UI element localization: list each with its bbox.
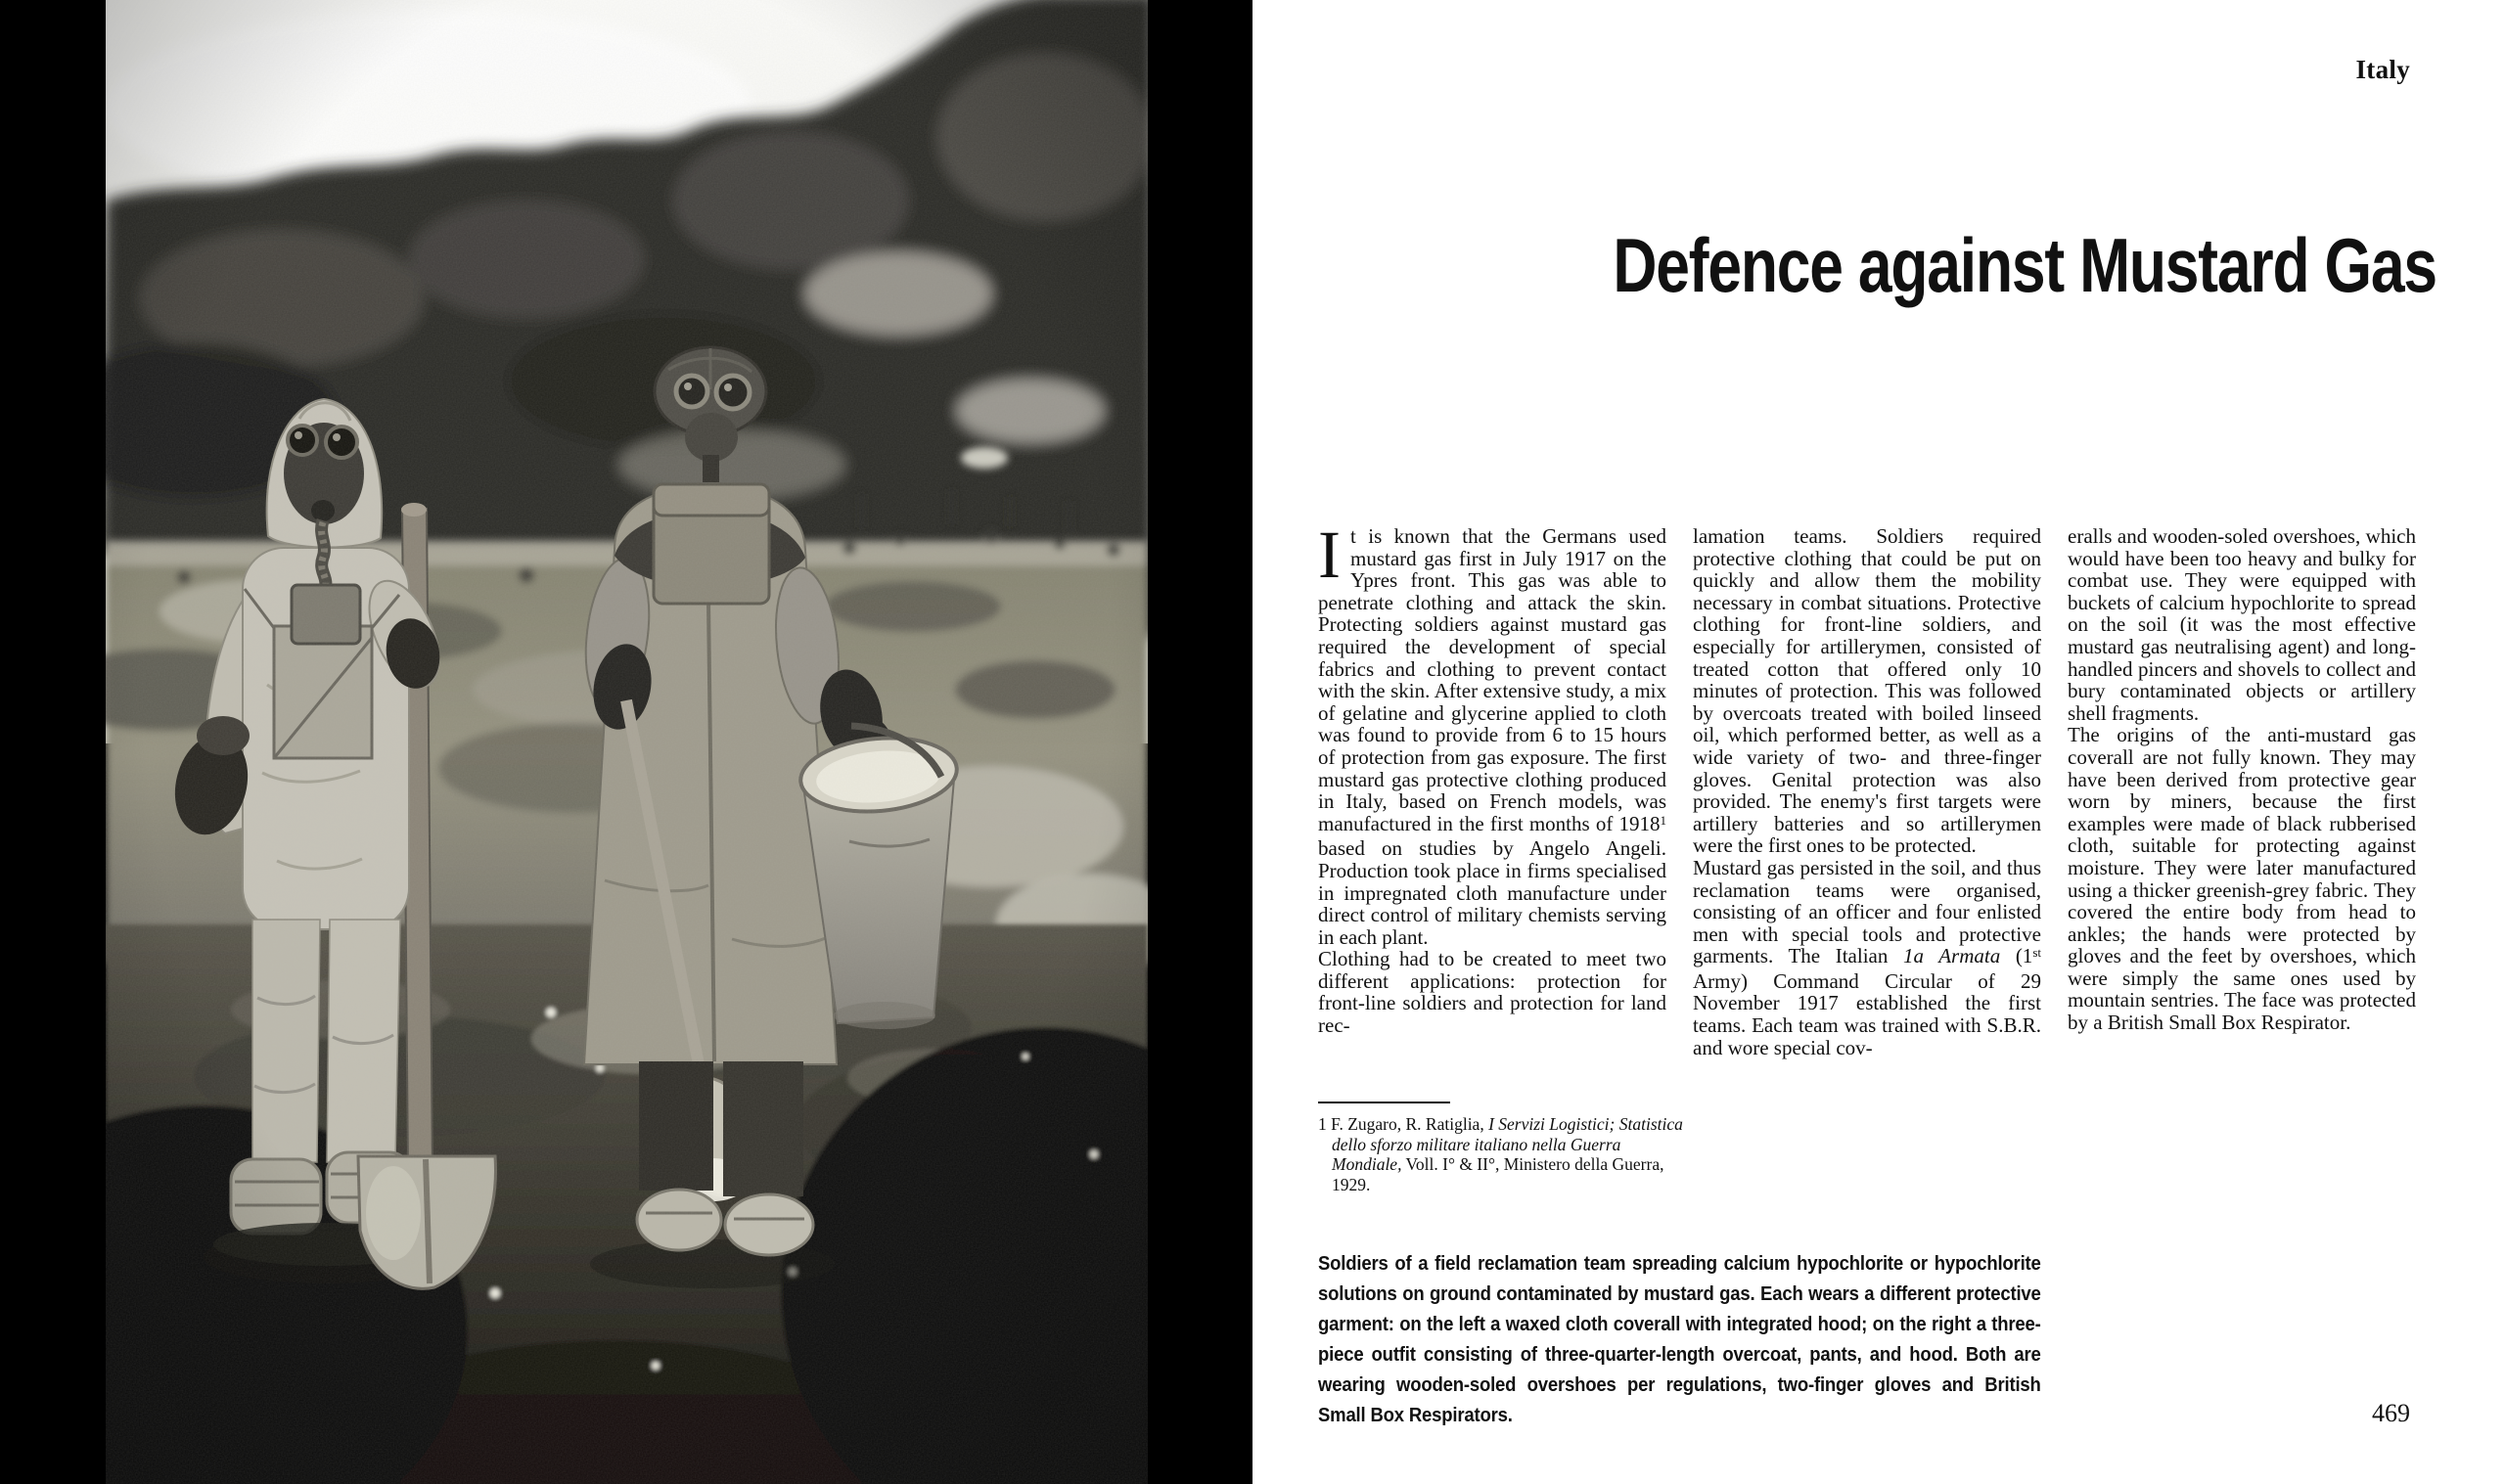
paragraph xyxy=(1693,525,2041,857)
superscript-run: 1 xyxy=(1660,812,1666,828)
text-run: Clothing had to be created to meet two different applications: protection for front-line soldiers and protection for land rec- xyxy=(1318,947,1666,1038)
photo-page xyxy=(0,0,1252,1484)
paragraph xyxy=(1693,857,2041,1058)
text-run: t is known that the Germans used mustard gas first in July 1917 on the Ypres front. This gas was able to penetrate clothing and attack the skin. Protecting soldiers against mustard gas required the development of special fabrics and clothing to prevent contact with the skin. After extensive study, a mix of gelatine and glycerine applied to cloth was found to provide from 6 to 15 hours of protection from gas exposure. The first mustard gas protective clothing produced in Italy, based on French models, was manufactured in the first months of 1918 xyxy=(1318,524,1666,835)
article-title: Defence against Mustard Gas xyxy=(1613,222,2437,308)
footnote-rule xyxy=(1318,1102,1450,1103)
photo-caption: Soldiers of a field reclamation team spreading calcium hypochlorite or hypochlorite solutions on ground contaminated by mustard gas. Each wears a different protective garment: on the left a waxed cloth coverall with integrated hood; on the right a three-piece outfit consisting of three-quarter-length overcoat, pants, and hood. Both are wearing wooden-soled overshoes per regulations, two-finger gloves and British Small Box Respirators. xyxy=(1318,1252,2041,1426)
page-number: 469 xyxy=(2372,1399,2410,1427)
text-run: 1 F. Zugaro, R. Ratiglia, xyxy=(1318,1114,1489,1134)
text-run: based on studies by Angelo Angeli. Production took place in firms specialised in impregnated cloth manufacture under direct control of military chemists serving in each plant. xyxy=(1318,836,1666,949)
footnote xyxy=(1318,1102,1686,1194)
photo-illustration xyxy=(106,0,1148,1484)
paragraph xyxy=(2068,724,2416,1033)
text-run: The origins of the anti-mustard gas coverall are not fully known. They may have been derived from protective gear worn by miners, because the first examples were made of black rubberised cloth, suitable for protecting against moisture. They were later manufactured using a thicker greenish-grey fabric. They covered the entire body from head to ankles; the hands were protected by gloves and the feet by overshoes, which were simply the same ones used by mountain sentries. The face was protected by a British Small Box Respirator. xyxy=(2068,723,2416,1035)
italic-run: 1a Armata xyxy=(1902,944,2001,968)
text-column xyxy=(1318,517,1666,1058)
paragraph xyxy=(1318,517,1666,949)
text-column xyxy=(1693,525,2041,1058)
italic-run: I Servizi Logistici; Statistica dello sforzo militare italiano nella Guerra Mondiale, xyxy=(1332,1114,1683,1174)
article-columns xyxy=(1318,517,2416,1059)
footnote-text xyxy=(1318,1114,1686,1194)
text-run: Mustard gas persisted in the soil, and thus reclamation teams were organised, consisting of an officer and four enlisted men with special tools and protective garments. The Italian xyxy=(1693,855,2041,968)
paragraph xyxy=(1318,948,1666,1036)
text-page xyxy=(1252,0,2505,1484)
text-run: lamation teams. Soldiers required protective clothing that could be put on quickly and allow them the mobility necessary in combat situations. Protective clothing for front-line soldiers, and especially for artillerymen, consisted of treated cotton that offered only 10 minutes of protection. This was followed by overcoats treated with boiled linseed oil, which performed better, as well as a wide variety of two- and three-finger gloves. Genital protection was also provided. The enemy's first targets were artillery batteries and so artillerymen were the first ones to be protected. xyxy=(1693,524,2041,858)
paragraph xyxy=(2068,525,2416,724)
superscript-run: st xyxy=(2032,945,2041,961)
drop-cap: I xyxy=(1318,517,1341,592)
text-run: Army) Command Circular of 29 November 1917 established the first teams. Each team was trained with S.B.R. and wore special cov- xyxy=(1693,968,2041,1059)
running-head: Italy xyxy=(2355,55,2410,84)
text-column xyxy=(2068,525,2416,1058)
text-run: eralls and wooden-soled overshoes, which would have been too heavy and bulky for combat use. They were equipped with buckets of calcium hypochlorite to spread on the soil (it was the most effective mustard gas neutralising agent) and long-handled pincers and shovels to collect and bury contaminated objects or artillery shell fragments. xyxy=(2068,524,2416,725)
text-run: Voll. I° & II°, Ministero della Guerra, 1929. xyxy=(1332,1154,1664,1194)
text-run: (1 xyxy=(2000,944,2033,968)
